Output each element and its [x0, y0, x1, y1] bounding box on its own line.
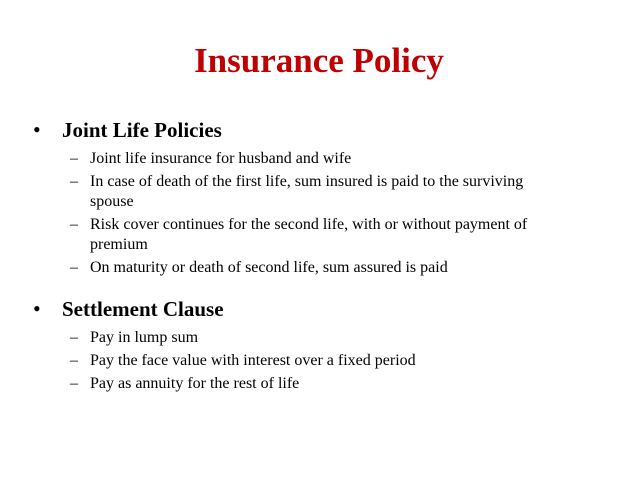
dash-icon: –: [70, 329, 78, 346]
list-item-text: Pay the face value with interest over a fixed period: [90, 352, 416, 369]
list-item-text: Pay in lump sum: [90, 329, 199, 346]
sub-list: [0, 144, 638, 278]
list-item: [0, 149, 638, 169]
dash-icon: –: [70, 216, 78, 233]
dash-icon: –: [70, 259, 78, 276]
list-item: [0, 215, 638, 255]
section-joint-life-policies: [0, 116, 638, 278]
dash-icon: –: [70, 352, 78, 369]
list-item: [0, 374, 638, 394]
section-heading-row: [0, 116, 638, 144]
list-item-text: Joint life insurance for husband and wife: [90, 150, 352, 167]
sub-list: [0, 323, 638, 394]
dash-icon: –: [70, 375, 78, 392]
section-heading-row: [0, 295, 638, 323]
section-heading: Settlement Clause: [62, 297, 224, 321]
dash-icon: –: [70, 150, 78, 167]
list-item-text: On maturity or death of second life, sum assured is paid: [90, 259, 448, 276]
list-item-text: In case of death of the first life, sum insured is paid to the surviving spouse: [90, 173, 524, 210]
list-item-text: Risk cover continues for the second life, with or without payment of premium: [90, 216, 528, 253]
section-settlement-clause: [0, 295, 638, 394]
slide-title: Insurance Policy: [194, 41, 444, 80]
dash-icon: –: [70, 173, 78, 190]
list-item: [0, 172, 638, 212]
list-item-text: Pay as annuity for the rest of life: [90, 375, 300, 392]
section-heading: Joint Life Policies: [62, 118, 222, 142]
list-item: [0, 258, 638, 278]
bullet-icon: •: [33, 296, 41, 321]
list-item: [0, 351, 638, 371]
bullet-icon: •: [33, 117, 41, 142]
list-item: [0, 328, 638, 348]
